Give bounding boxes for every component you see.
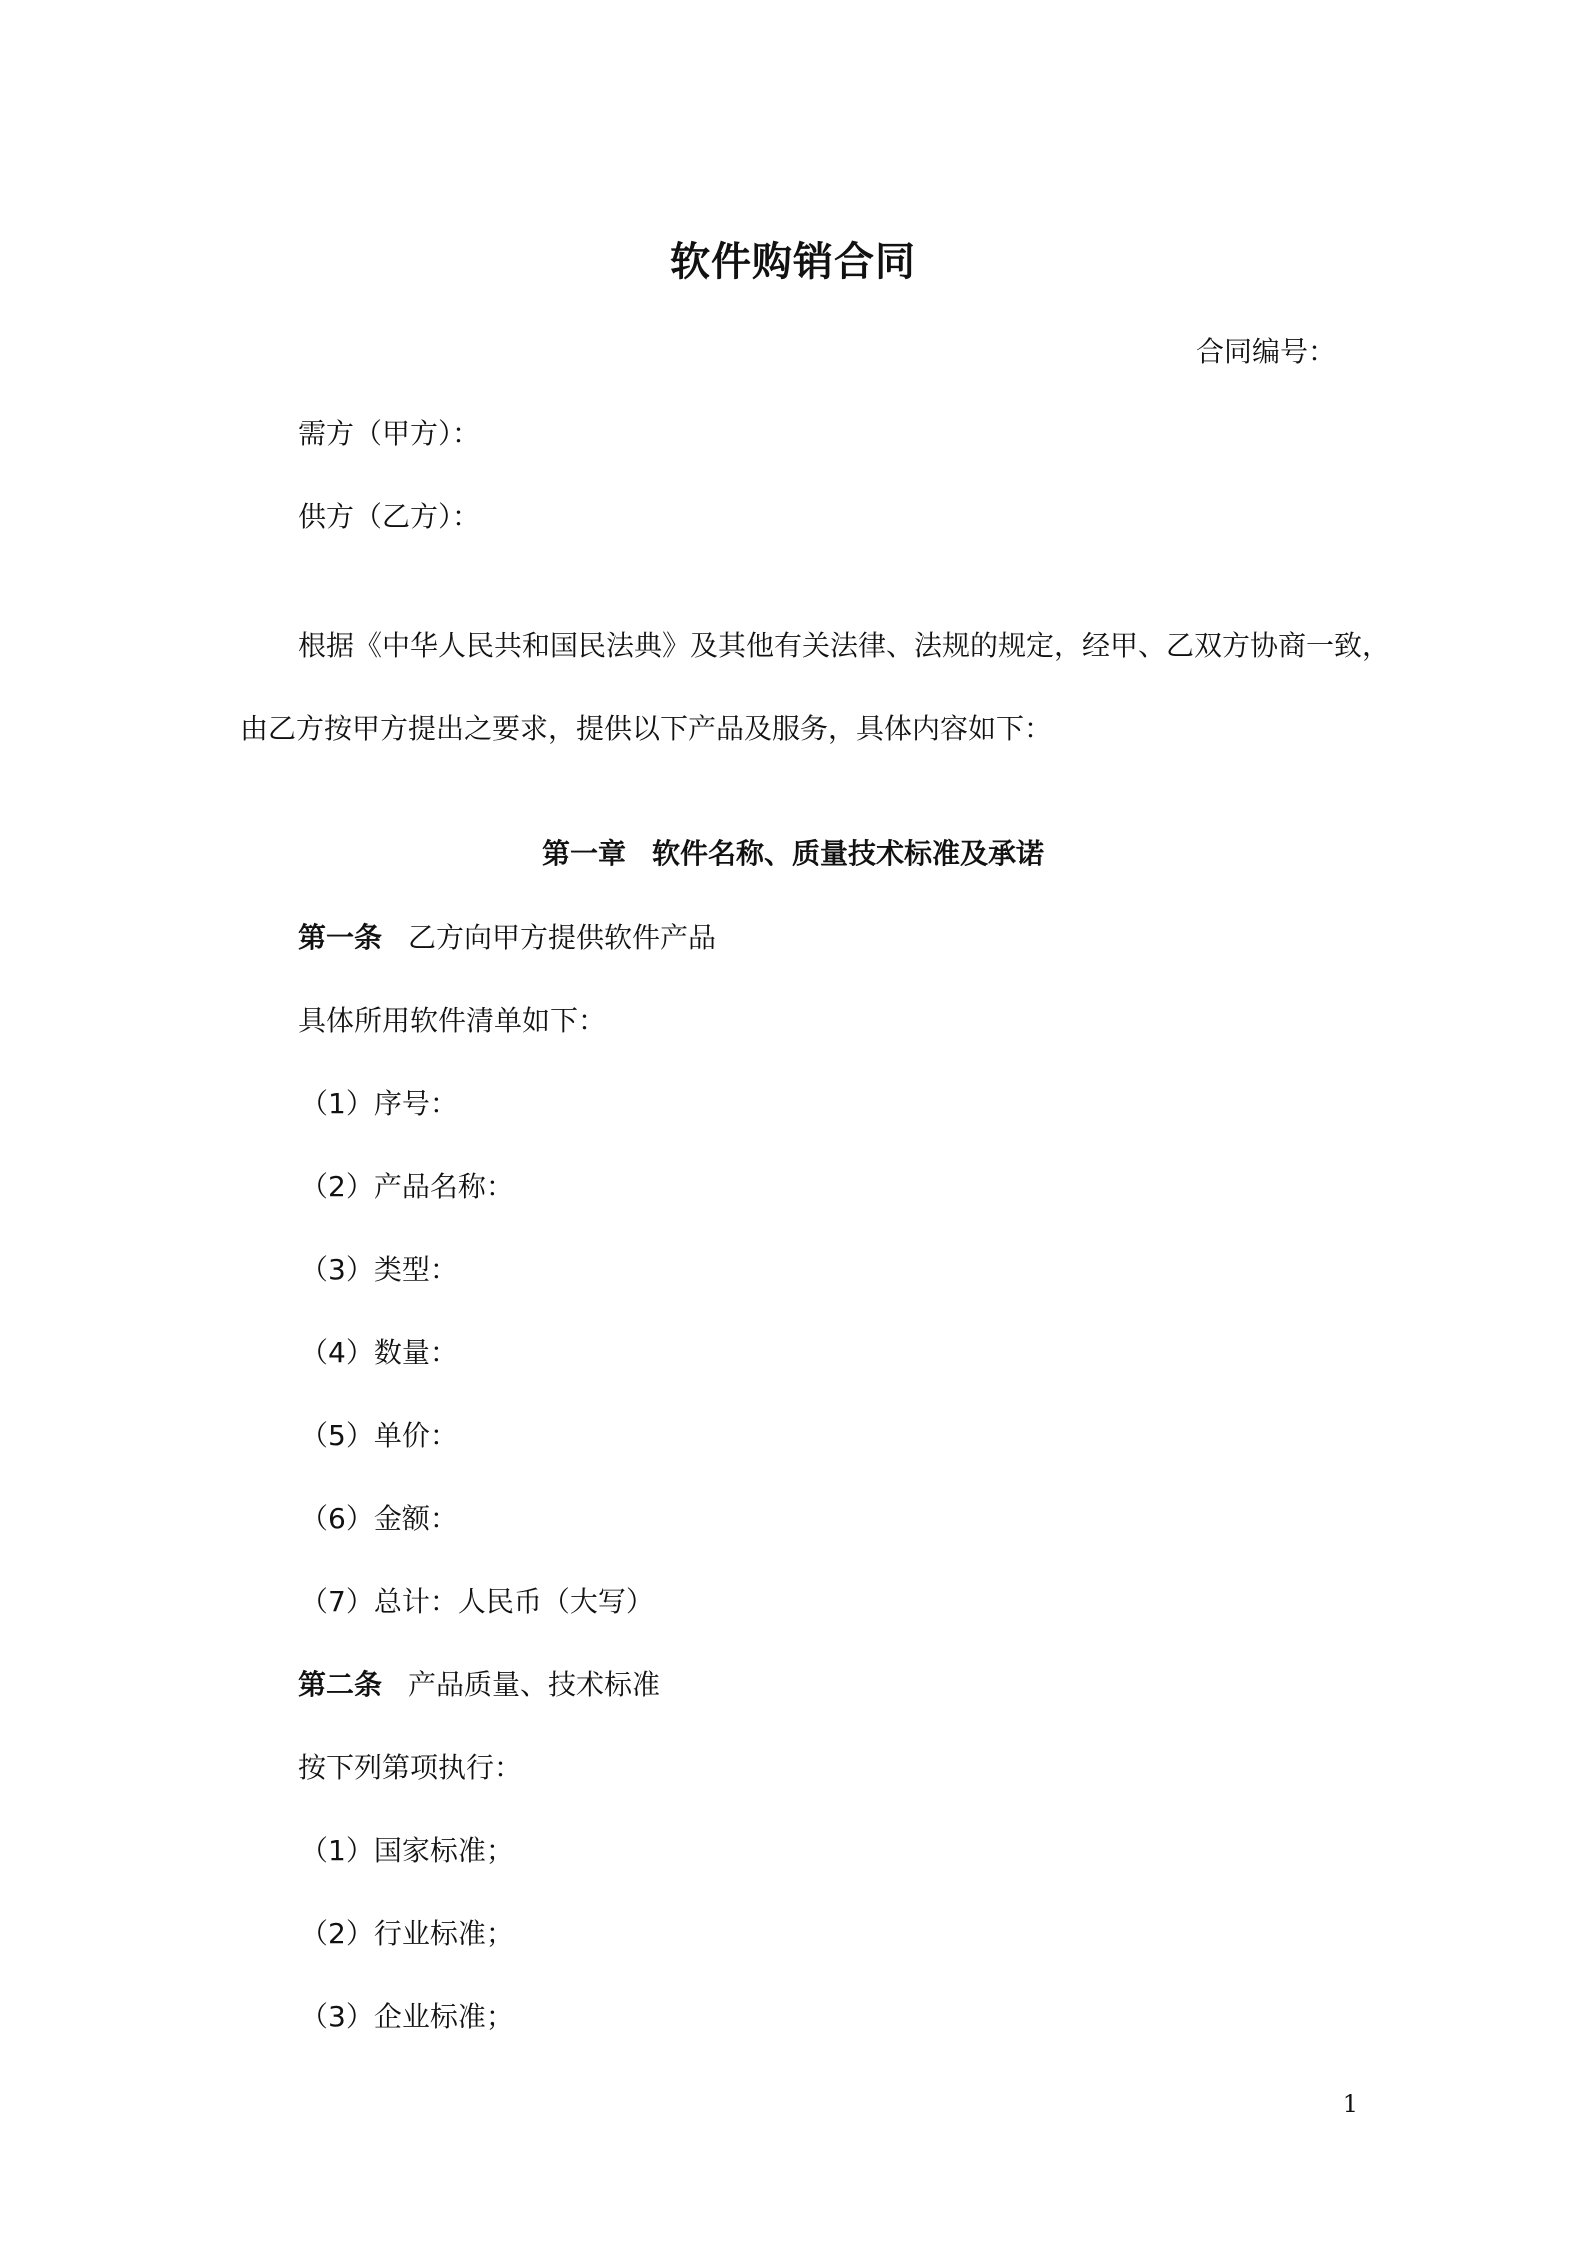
- party-b-label: 供方（乙方）：: [298, 500, 481, 533]
- chapter-1-number: 第一章: [541, 837, 626, 870]
- page-number: 1: [1342, 2090, 1358, 2118]
- list-item: （3）类型：: [300, 1253, 458, 1286]
- party-a-label: 需方（甲方）：: [298, 417, 481, 450]
- list-item: （6）金额：: [300, 1502, 458, 1535]
- list-item: （2）产品名称：: [300, 1170, 514, 1203]
- article-1-heading: [298, 918, 716, 958]
- document-title: 软件购销合同: [670, 239, 916, 285]
- list-item: （1）国家标准；: [300, 1834, 514, 1867]
- article-1-number: 第一条: [298, 921, 383, 954]
- article-1-title: 乙方向甲方提供软件产品: [408, 921, 717, 954]
- list-item: （7）总计：人民币（大写）: [300, 1585, 654, 1618]
- article-2-list-intro: 按下列第项执行：: [298, 1751, 523, 1784]
- article-2-number: 第二条: [298, 1668, 383, 1701]
- list-item: （2）行业标准；: [300, 1917, 514, 1950]
- article-1-list-intro: 具体所用软件清单如下：: [298, 1004, 607, 1037]
- contract-number-label: 合同编号：: [1195, 335, 1336, 368]
- intro-paragraph-line-1: 根据《中华人民共和国民法典》及其他有关法律、法规的规定，经甲、乙双方协商一致，: [298, 629, 1391, 662]
- chapter-1-title: 软件名称、质量技术标准及承诺: [652, 837, 1045, 870]
- article-2-title: 产品质量、技术标准: [408, 1668, 661, 1701]
- chapter-1-heading: [0, 834, 1586, 874]
- list-item: （1）序号：: [300, 1087, 458, 1120]
- intro-paragraph-line-2: 由乙方按甲方提出之要求，提供以下产品及服务，具体内容如下：: [240, 712, 1053, 745]
- list-item: （3）企业标准；: [300, 2000, 514, 2033]
- article-2-heading: [298, 1665, 660, 1705]
- list-item: （5）单价：: [300, 1419, 458, 1452]
- list-item: （4）数量：: [300, 1336, 458, 1369]
